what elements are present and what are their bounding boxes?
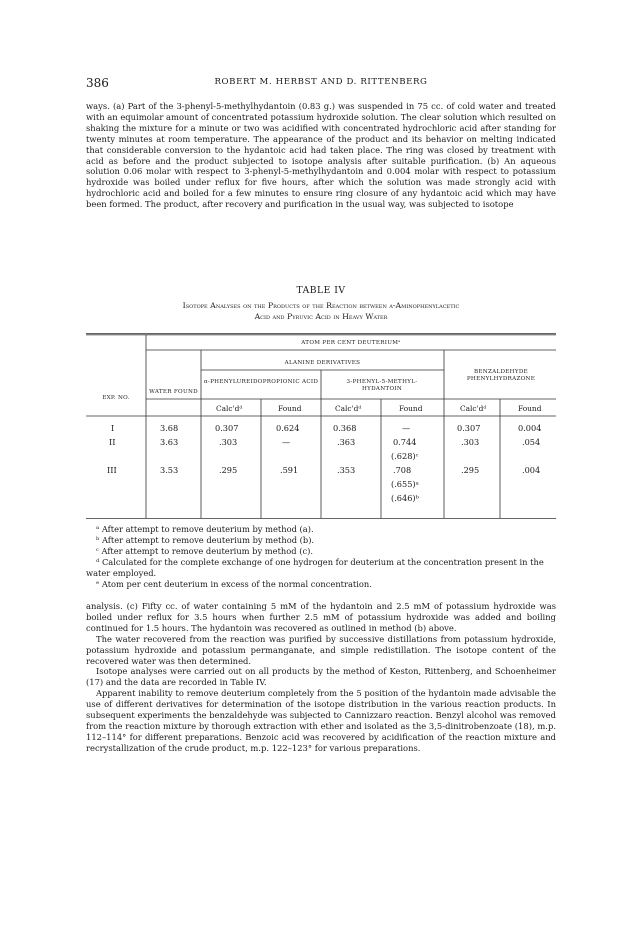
- table-cell-water: 3.68: [160, 423, 179, 433]
- paragraph-isotope-analyses: Isotope analyses were carried out on all products by the method of Keston, Rittenberg, and Schoenheimer (17) and the data are recorded in Table IV.: [86, 666, 556, 688]
- table-cell-exp: III: [107, 465, 117, 475]
- table-cell-found-2-note: (.655)ᵃ: [391, 479, 419, 489]
- table-cell-found-2-note: (.646)ᵇ: [391, 493, 419, 503]
- header-calc-3: Calc'dᵈ: [460, 404, 487, 413]
- page-number: 386: [86, 76, 109, 90]
- table-title-line-2: Acid and Pyruvic Acid in Heavy Water: [254, 312, 388, 321]
- footnote-d: ᵈ Calculated for the complete exchange of one hydrogen for deuterium at the concentration present in the water employed.: [86, 557, 544, 578]
- table-cell-calc-3: .303: [461, 437, 480, 447]
- table-cell-found-2: 0.744: [393, 437, 417, 447]
- footnote-b: ᵇ After attempt to remove deuterium by method (b).: [96, 535, 315, 545]
- table-cell-found-1: .591: [280, 465, 299, 475]
- header-exp-no: EXP. NO.: [102, 395, 130, 401]
- table-cell-found-2: —: [402, 423, 411, 433]
- table-cell-found-3: .054: [522, 437, 541, 447]
- header-water-found: WATER FOUND: [149, 389, 198, 395]
- body-text-lower: [86, 601, 556, 754]
- table-cell-found-1: 0.624: [276, 423, 300, 433]
- header-alanine-derivatives: ALANINE DERIVATIVES: [284, 360, 361, 366]
- table-cell-exp: II: [109, 437, 116, 447]
- paragraph-cannizzaro: Apparent inability to remove deuterium completely from the 5 position of the hydantoin made advisable the use of different derivatives for determination of the isotope distribution in the various reaction products. In subsequent experiments the benzaldehyde was subjected to Cannizzaro reaction. Benzyl alcohol was removed from the reaction mixture by thorough extraction with ether and isolated as the 3,5-dinitrobenzoate (18), m.p. 112–114° for different preparations. Benzoic acid was recovered by acidification of the reaction mixture and recrystallization of the crude product, m.p. 122–123° for various preparations.: [86, 688, 556, 753]
- table-title-line-1: Isotope Analyses on the Products of the Reaction between α-Aminophenylacetic: [182, 301, 460, 310]
- table-cell-calc-1: .295: [219, 465, 238, 475]
- header-phenylureidopropionic: α-PHENYLUREIDOPROPIONIC ACID: [203, 379, 319, 385]
- header-calc-1: Calc'dᵈ: [216, 404, 243, 413]
- header-found-3: Found: [518, 404, 542, 413]
- footnote-c: ᶜ After attempt to remove deuterium by method (c).: [96, 546, 313, 556]
- table-cell-calc-1: .303: [219, 437, 238, 447]
- table-cell-calc-2: 0.368: [333, 423, 357, 433]
- table-cell-water: 3.53: [160, 465, 179, 475]
- header-benzaldehyde: BENZALDEHYDE PHENYLHYDRAZONE: [466, 369, 536, 382]
- header-hydantoin: 3-PHENYL-5-METHYL-HYDANTOIN: [346, 379, 418, 392]
- table-cell-calc-3: 0.307: [457, 423, 481, 433]
- running-title: ROBERT M. HERBST AND D. RITTENBERG: [214, 77, 428, 87]
- table-cell-exp: I: [111, 423, 115, 433]
- table-cell-found-3: 0.004: [518, 423, 542, 433]
- table-cell-found-2: .708: [393, 465, 412, 475]
- footnotes: [86, 524, 556, 590]
- header-found-2: Found: [399, 404, 423, 413]
- table-cell-calc-3: .295: [461, 465, 480, 475]
- header-found-1: Found: [278, 404, 302, 413]
- table-title: [86, 300, 556, 322]
- table-cell-water: 3.63: [160, 437, 179, 447]
- table-cell-calc-1: 0.307: [215, 423, 239, 433]
- footnote-e: ᵉ Atom per cent deuterium in excess of the normal concentration.: [96, 579, 372, 589]
- header-atom-per-cent: ATOM PER CENT DEUTERIUMᵃ: [301, 340, 401, 346]
- table-cell-found-3: .004: [522, 465, 541, 475]
- paragraph-water-recovery: The water recovered from the reaction was purified by successive distillations from potassium hydroxide, potassium hydroxide and potassium permanganate, and simple redistillation. The isotope content of the recovered water was then determined.: [86, 633, 556, 666]
- table-cell-found-2-note: (.628)ᶜ: [391, 451, 419, 461]
- paragraph-method-c: analysis. (c) Fifty cc. of water containing 5 mM of the hydantoin and 2.5 mM of potassium hydroxide was boiled under reflux for 3.5 hours when further 2.5 mM of potassium hydroxide was added and boiling continued for 1.5 hours. The hydantoin was recovered as outlined in method (b) above.: [86, 601, 556, 633]
- table-caption: TABLE IV: [296, 285, 346, 296]
- page-header: [86, 76, 556, 90]
- paragraph-method-a-b: ways. (a) Part of the 3-phenyl-5-methylhydantoin (0.83 g.) was suspended in 75 cc. of cold water and treated with an equimolar amount of concentrated potassium hydroxide solution. The clear solution which resulted on shaking the mixture for a minute or two was acidified with concentrated hydrochloric acid after standing for twenty minutes at room temperature. The appearance of the product and its behavior on melting indicated that considerable conversion to the hydantoic acid had taken place. The ring was closed by treatment with acid as before and the product subjected to isotope analysis after suitable purification. (b) An aqueous solution 0.06 molar with respect to 3-phenyl-5-methylhydantoin and 0.004 molar with respect to potassium hydroxide was boiled under reflux for five hours, after which the solution was made strongly acid with hydrochloric acid and boiled for a few minutes to ensure ring closure of any hydantoic acid which may have been formed. The product, after recovery and purification in the usual way, was subjected to isotope: [86, 101, 556, 210]
- table-cell-found-1: —: [282, 437, 291, 447]
- table-cell-calc-2: .363: [337, 437, 356, 447]
- footnote-a: ᵃ After attempt to remove deuterium by method (a).: [96, 524, 314, 534]
- table-cell-calc-2: .353: [337, 465, 356, 475]
- header-calc-2: Calc'dᵈ: [335, 404, 362, 413]
